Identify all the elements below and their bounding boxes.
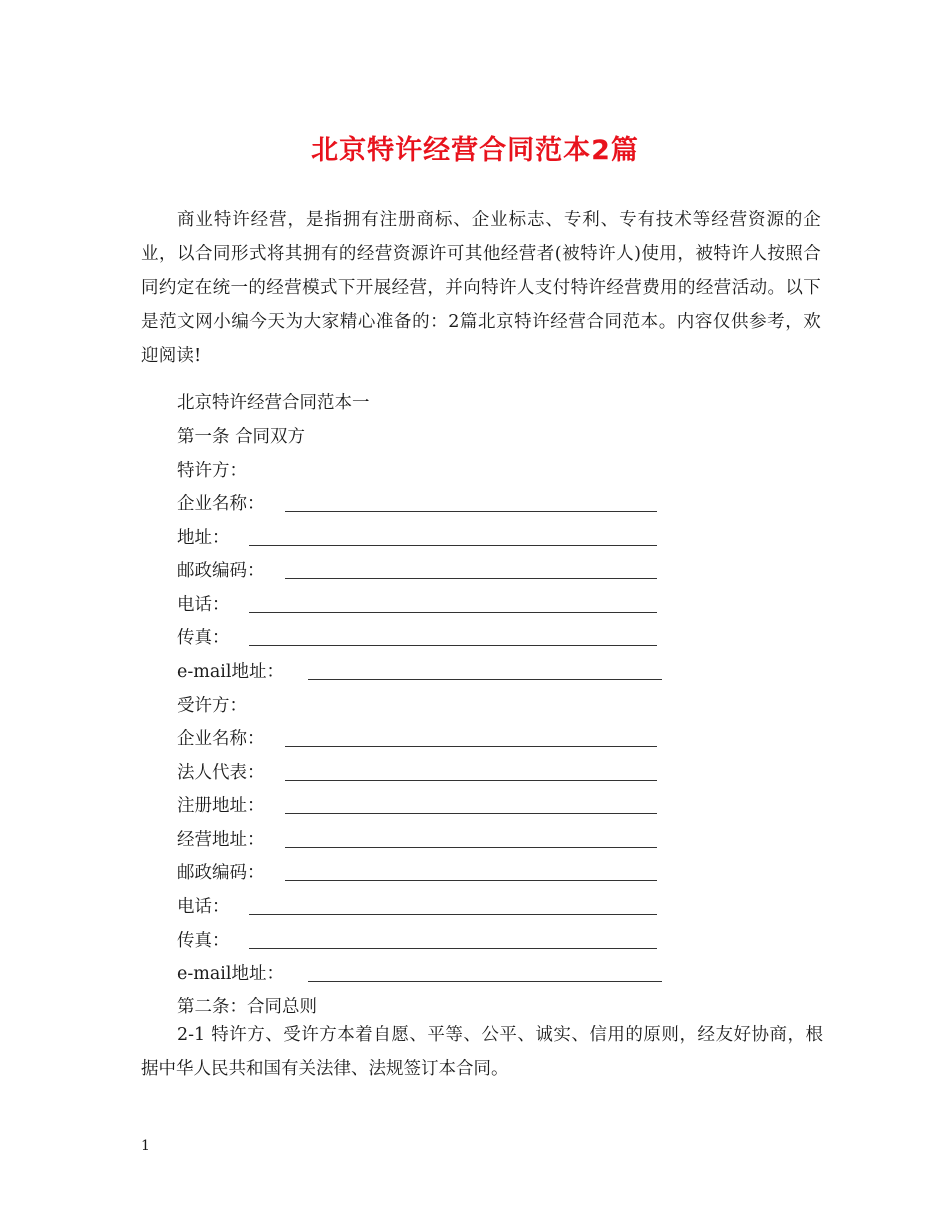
form-field-row (177, 927, 657, 951)
form-field-row (177, 893, 657, 917)
field-label: 法人代表： (177, 763, 265, 783)
form-field-row (177, 792, 657, 816)
article-1-heading: 第一条 合同双方 (177, 427, 306, 447)
form-field-row (177, 859, 657, 883)
fill-in-line[interactable] (308, 981, 662, 982)
form-field-row (177, 490, 657, 514)
form-field-row (177, 557, 657, 581)
field-label: 传真： (177, 931, 230, 951)
form-field-row (177, 624, 657, 648)
franchisee-label: 受许方： (177, 696, 247, 716)
field-label: 企业名称： (177, 729, 265, 749)
field-label: 企业名称： (177, 494, 265, 514)
fill-in-line[interactable] (249, 948, 657, 949)
fill-in-line[interactable] (308, 679, 662, 680)
intro-paragraph: 商业特许经营，是指拥有注册商标、企业标志、专利、专有技术等经营资源的企业，以合同形式将其拥有的经营资源许可其他经营者(被特许人)使用，被特许人按照合同约定在统一的经营模式下开展经营，并向特许人支付特许经营费用的经营活动。以下是范文网小编今天为大家精心准备的：2篇北京特许经营合同范本。内容仅供参考，欢迎阅读! (141, 210, 821, 366)
fill-in-line[interactable] (285, 813, 657, 814)
field-label: e-mail地址： (177, 662, 284, 682)
form-field-row (177, 725, 657, 749)
form-field-row (177, 658, 657, 682)
fill-in-line[interactable] (285, 746, 657, 747)
field-label: 注册地址： (177, 796, 265, 816)
fill-in-line[interactable] (285, 847, 657, 848)
fill-in-line[interactable] (285, 511, 657, 512)
field-label: 邮政编码： (177, 561, 265, 581)
field-label: 经营地址： (177, 830, 265, 850)
article-2-heading: 第二条：合同总则 (177, 997, 317, 1017)
fill-in-line[interactable] (249, 914, 657, 915)
fill-in-line[interactable] (249, 545, 657, 546)
form-field-row (177, 524, 657, 548)
fill-in-line[interactable] (285, 578, 657, 579)
field-label: 地址： (177, 528, 230, 548)
fill-in-line[interactable] (285, 880, 657, 881)
fill-in-line[interactable] (249, 645, 657, 646)
field-label: 电话： (177, 897, 230, 917)
form-field-row (177, 826, 657, 850)
field-label: 传真： (177, 628, 230, 648)
clause-2-1: 2-1 特许方、受许方本着自愿、平等、公平、诚实、信用的原则，经友好协商，根据中华人民共和国有关法律、法规签订本合同。 (141, 1025, 823, 1079)
field-label: 邮政编码： (177, 863, 265, 883)
section-title: 北京特许经营合同范本一 (177, 393, 370, 413)
page-number: 1 (141, 1138, 150, 1154)
form-field-row (177, 960, 657, 984)
document-title: 北京特许经营合同范本2篇 (311, 135, 639, 166)
franchisor-label: 特许方： (177, 461, 247, 481)
fill-in-line[interactable] (249, 612, 657, 613)
field-label: e-mail地址： (177, 964, 284, 984)
form-field-row (177, 591, 657, 615)
field-label: 电话： (177, 595, 230, 615)
fill-in-line[interactable] (285, 780, 657, 781)
form-field-row (177, 759, 657, 783)
